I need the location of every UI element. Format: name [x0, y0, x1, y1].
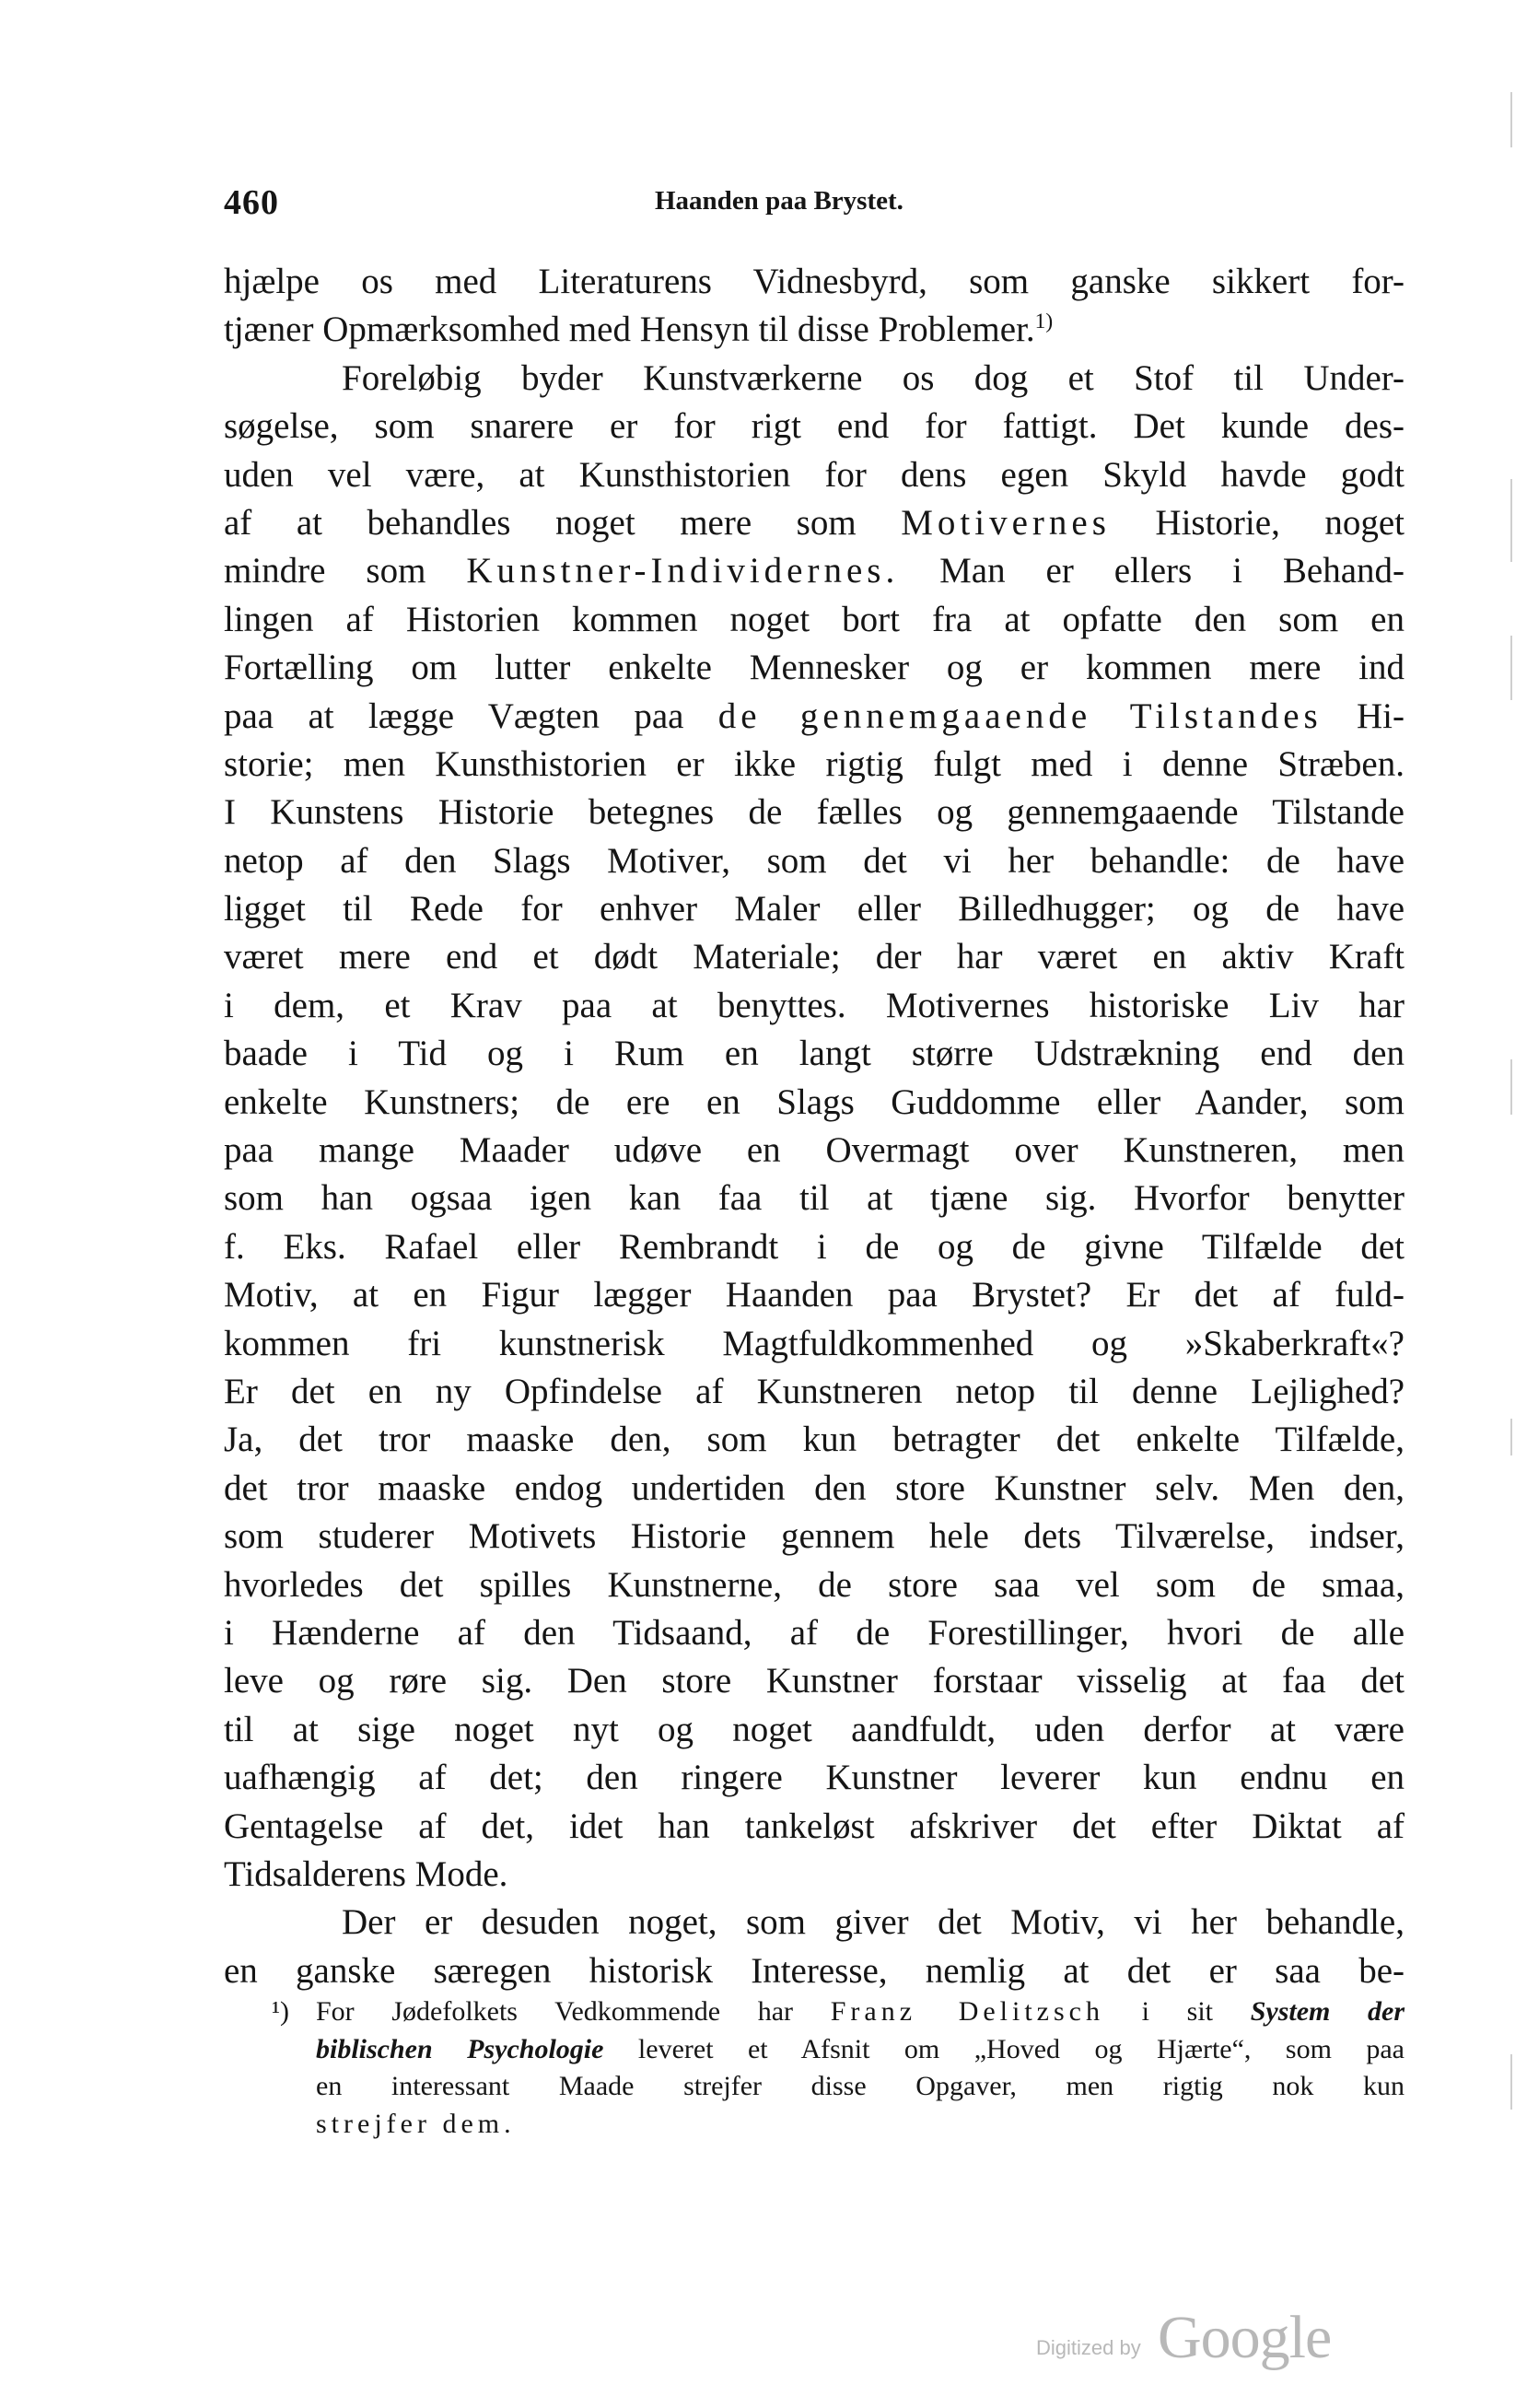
text-line: det tror maaske endog undertiden den store Kunstner selv. Men den, [224, 1467, 1405, 1508]
text-line: paa mange Maader udøve en Overmagt over Kunstneren, men [224, 1130, 1405, 1171]
text-line: paa at lægge Vægten paa de gennemgaaende Tilstandes Hi- [224, 696, 1405, 736]
running-title: Haanden paa Brystet. [655, 186, 903, 216]
footnote [224, 1993, 1405, 2143]
text-line: ligget til Rede for enhver Maler eller Billedhugger; og de have [224, 889, 1405, 929]
text-line: uafhængig af det; den ringere Kunstner leverer kun endnu en [224, 1758, 1405, 1798]
text-line: uden vel være, at Kunsthistorien for dens egen Skyld havde godt [224, 454, 1405, 495]
scan-edge-mark [1510, 92, 1512, 147]
text-line: Der er desuden noget, som giver det Motiv, vi her behandle, [342, 1902, 1405, 1943]
text-line: Fortælling om lutter enkelte Mennesker og er kommen mere ind [224, 648, 1405, 688]
page-header [224, 182, 1405, 227]
scan-edge-mark [1510, 636, 1512, 700]
emphasis-text: de gennemgaaende Tilstandes [717, 696, 1323, 736]
google-logo: Google [1158, 2304, 1332, 2371]
text-line: f. Eks. Rafael eller Rembrandt i de og de givne Tilfælde det [224, 1226, 1405, 1267]
digitized-watermark [1036, 2299, 1368, 2373]
text-line: været mere end et dødt Materiale; der har været en aktiv Kraft [224, 937, 1405, 977]
scan-edge-mark [1510, 1419, 1512, 1455]
text-line: som han ogsaa igen kan faa til at tjæne sig. Hvorfor benytter [224, 1178, 1405, 1219]
scan-edge-mark [1510, 479, 1512, 562]
footnote-line: strejfer dem. [316, 2108, 516, 2139]
text-line: i dem, et Krav paa at benyttes. Motivernes historiske Liv har [224, 985, 1405, 1025]
footnote-marker: ¹) [272, 1996, 289, 2027]
page-number: 460 [224, 183, 279, 222]
scan-edge-mark [1510, 2054, 1512, 2110]
text-line: af at behandles noget mere som Motivernes Historie, noget [224, 502, 1405, 543]
text-line: leve og røre sig. Den store Kunstner forstaar visselig at faa det [224, 1661, 1405, 1701]
text-line: en ganske særegen historisk Interesse, nemlig at det er saa be- [224, 1950, 1405, 1991]
text-line: Er det en ny Opfindelse af Kunstneren netop til denne Lejlighed? [224, 1371, 1405, 1411]
footnote-author: Franz Delitzsch [830, 1996, 1104, 2027]
text-line: storie; men Kunsthistorien er ikke rigtig fulgt med i denne Stræben. [224, 743, 1405, 784]
text-line: hjælpe os med Literaturens Vidnesbyrd, som ganske sikkert for- [224, 262, 1405, 301]
emphasis-text: Kunstner-Individernes. [466, 551, 900, 591]
text-line: baade i Tid og i Rum en langt større Udstrækning end den [224, 1034, 1405, 1074]
text-line: til at sige noget nyt og noget aandfuldt, uden derfor at være [224, 1709, 1405, 1749]
footnote-ref: 1) [1034, 310, 1054, 334]
text-line: som studerer Motivets Historie gennem hele dets Tilværelse, indser, [224, 1516, 1405, 1557]
text-line: lingen af Historien kommen noget bort fra at opfatte den som en [224, 599, 1405, 639]
text-line: tjæner Opmærksomhed med Hensyn til disse Problemer.$^{1)}$ [224, 310, 1054, 350]
footnote-title: System der [1250, 1996, 1405, 2027]
text-line: Motiv, at en Figur lægger Haanden paa Brystet? Er det af fuld- [224, 1275, 1405, 1315]
text-line: I Kunstens Historie betegnes de fælles og gennemgaaende Tilstande [224, 792, 1405, 833]
footnote-line: For Jødefolkets Vedkommende har Franz Delitzsch i sit System der [316, 1996, 1405, 2027]
text-line: kommen fri kunstnerisk Magtfuldkommenhed og »Skaberkraft«? [224, 1323, 1405, 1363]
text-line: Tidsalderens Mode. [224, 1853, 508, 1894]
text-line: Foreløbig byder Kunstværkerne os dog et Stof til Under- [342, 357, 1405, 398]
emphasis-text: Motivernes [901, 502, 1111, 543]
body-text [224, 258, 1405, 1995]
text-line: netop af den Slags Motiver, som det vi her behandle: de have [224, 840, 1405, 881]
text-line: enkelte Kunstners; de ere en Slags Guddomme eller Aander, som [224, 1081, 1405, 1122]
text-line: i Hænderne af den Tidsaand, af de Forestillinger, hvori de alle [224, 1612, 1405, 1653]
watermark-prefix: Digitized by [1036, 2336, 1141, 2359]
text-line: hvorledes det spilles Kunstnerne, de store saa vel som de smaa, [224, 1564, 1405, 1605]
footnote-title: biblischen Psychologie [316, 2033, 604, 2064]
footnote-line: biblischen Psychologie leveret et Afsnit om „Hoved og Hjærte“, som paa [316, 2033, 1405, 2064]
text-line: Gentagelse af det, idet han tankeløst afskriver det efter Diktat af [224, 1806, 1405, 1846]
text-line: mindre som Kunstner-Individernes. Man er ellers i Behand- [224, 551, 1405, 591]
text-line: søgelse, som snarere er for rigt end for fattigt. Det kunde des- [224, 406, 1405, 447]
scan-edge-mark [1510, 1059, 1512, 1115]
footnote-line: en interessant Maade strejfer disse Opgaver, men rigtig nok kun [316, 2071, 1405, 2101]
text-line: Ja, det tror maaske den, som kun betragter det enkelte Tilfælde, [224, 1420, 1405, 1460]
